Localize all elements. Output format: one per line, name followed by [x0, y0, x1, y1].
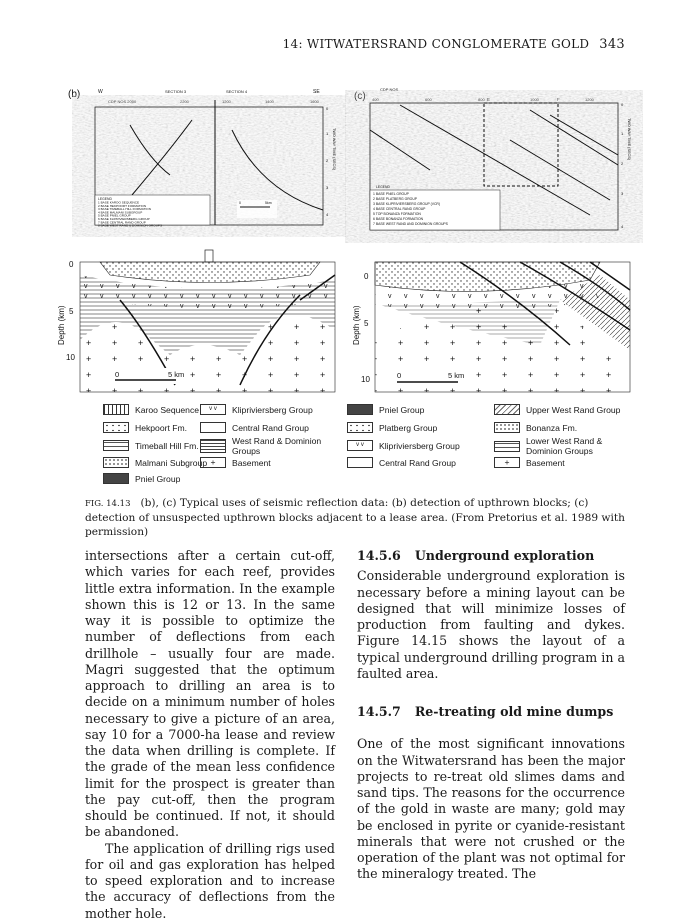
legend-item — [347, 440, 460, 451]
legend-item — [494, 436, 634, 456]
x-tick: 600 — [425, 97, 432, 102]
paragraph: Considerable underground exploration is necessary before a mining layout can be designed that will minimize losses of production from faulting and dykes. Figure 14.15 shows the layout of a typical underground drilling program in a faulted area. — [357, 568, 625, 681]
right-column — [357, 548, 625, 883]
legend-label: Hekpoort Fm. — [135, 422, 188, 433]
legend-label: Karoo Sequence — [135, 404, 200, 415]
y-tick: 0 — [621, 102, 624, 107]
legend-entry: 1 BASE KAROO SEQUENCE — [98, 200, 140, 205]
legend-label: Bonanza Fm. — [526, 422, 578, 433]
scale-label: 0 — [239, 201, 241, 205]
legend-item — [494, 404, 620, 415]
x-tick: 2200 — [180, 99, 189, 104]
legend-label: Malmani Subgroup — [135, 457, 208, 468]
swatch — [103, 473, 129, 484]
legend-entry: 8 BASE WEST RAND & DOMINION GROUPS — [98, 223, 163, 228]
swatch: v v — [347, 440, 373, 451]
legend-entry: 7 BASE CENTRAL RAND GROUP — [98, 220, 146, 225]
cdp-label: CDP NOS 2000 — [108, 99, 137, 104]
legend-label: Klipriviersberg Group — [379, 440, 460, 451]
swatch — [347, 404, 373, 415]
legend-entry: 2 BASE PLATBERG GROUP — [373, 197, 418, 201]
legend-item — [200, 436, 330, 456]
swatch: v v — [200, 404, 226, 415]
y-tick: 0 — [326, 106, 329, 111]
legend-label: Lower West Rand & Dominion Groups — [526, 436, 603, 456]
legend-label: Pniel Group — [135, 473, 181, 484]
time-axis-label: TWO WAY TIME (SECS) — [627, 118, 631, 161]
paragraph: The application of drilling rigs used for oil and gas exploration has helped to speed exploration and to increase the accuracy of deflections from the mother hole. — [85, 840, 335, 921]
legend-item — [103, 404, 199, 415]
scale-label: 5 km — [448, 371, 465, 380]
legend-entry: 1 BASE PNIEL GROUP — [373, 192, 409, 196]
caption-text: (b), (c) Typical uses of seismic reflection data: (b) detection of upthrown blocks; (c) detection of unsuspected upthrown blocks adjacent to a lease area. (From Pretorius et al. 1989 with permission) — [85, 497, 625, 538]
swatch — [494, 441, 520, 452]
swatch: + — [494, 457, 520, 468]
x-tick: 400 — [372, 97, 379, 102]
y-tick: 2 — [621, 161, 624, 166]
left-column — [85, 548, 335, 922]
legend-item — [103, 440, 199, 451]
legend-item — [347, 422, 437, 433]
section-title: Re-treating old mine dumps — [414, 704, 614, 719]
legend-item — [103, 457, 207, 468]
section-title: Underground exploration — [414, 548, 595, 563]
legend-entry: 5 BASE PNIEL GROUP — [98, 213, 131, 218]
swatch — [103, 440, 129, 451]
time-axis-label: TWO WAY TIME (SECS) — [332, 128, 336, 171]
y-tick: 3 — [326, 185, 329, 190]
x-tick: 1200 — [585, 97, 594, 102]
legend-label: Basement — [232, 457, 271, 468]
drill-rig-icon — [205, 250, 213, 262]
legend-label: Central Rand Group — [232, 422, 309, 433]
section-number: 14.5.6 — [357, 548, 401, 563]
legend-item — [494, 422, 577, 433]
legend-label: West Rand & Dominion Groups — [232, 436, 322, 456]
time-axis-c — [621, 102, 631, 229]
legend-entry: 6 BASE BONANZA FORMATION — [373, 217, 424, 221]
x-tick: 1000 — [530, 97, 539, 102]
legend-entry: 3 BASE KLIPRIVIERSBERG GROUP (VCR) — [373, 202, 441, 206]
y-tick: 4 — [326, 212, 329, 217]
depth-axis-label: Depth (km) — [57, 305, 66, 345]
scale-label: 5km — [265, 201, 272, 205]
x-tick: 1400 — [265, 99, 274, 104]
legend-label: Basement — [526, 457, 565, 468]
legend-entry: 7 BASE WEST RAND AND DOMINION GROUPS — [373, 222, 448, 226]
marker-f: F — [557, 97, 560, 102]
marker-e: E — [487, 97, 491, 102]
legend-label: Pniel Group — [379, 404, 425, 415]
legend-item — [103, 473, 180, 484]
legend-item — [347, 404, 424, 415]
legend-item — [494, 457, 565, 468]
x-tick: 1200 — [222, 99, 231, 104]
figure-caption — [85, 496, 630, 539]
legend-item — [200, 422, 309, 433]
legend-item — [347, 457, 456, 468]
swatch — [494, 422, 520, 433]
x-tick: 800 — [478, 97, 485, 102]
legend-entry: 6 BASE KLIPRIVIERSBERG GROUP — [98, 217, 150, 221]
legend-item — [200, 404, 313, 415]
swatch — [103, 457, 129, 468]
swatch — [200, 422, 226, 433]
paragraph: One of the most significant innovations on the Witwatersrand has been the major projects to re-treat old slimes dams and sand tips. The reasons for the occurrence of the gold in waste are many; gold may be enclosed in pyrite or cyanide-resistant minerals that were not crushed or the operation of the plant was not optimal for the mineralogy treated. The — [357, 736, 625, 882]
y-tick: 2 — [326, 158, 329, 163]
panel-label-b: (b) — [68, 89, 81, 100]
y-tick: 3 — [621, 191, 624, 196]
depth-tick: 10 — [66, 353, 75, 362]
scale-label: 0 — [397, 371, 402, 380]
paragraph: intersections after a certain cut-off, which varies for each reef, provides little extra information. In the example shown this is 12 or 13. In the same way it is possible to optimize the number of deflections from each drillhole – usually four are made. Magri suggested that the optimum approach to drilling an area is to decide on a minimum number of holes necessary to give a picture of an area, say 10 for a 7000-ha lease and review the data when drilling is complete. If the grade of the mean less confidence limit for the prospect is greater than the pay cut-off, then the program should be continued. If not, it should be abandoned. — [85, 548, 335, 840]
legend-entry: 4 BASE CENTRAL RAND GROUP — [373, 207, 426, 211]
legend-label: Central Rand Group — [379, 457, 456, 468]
legend-entry: 5 TOP BONANZA FORMATION — [373, 212, 421, 216]
y-tick: 1 — [621, 131, 624, 136]
depth-tick: 10 — [361, 375, 370, 384]
seismic-section-b — [68, 89, 336, 228]
swatch — [347, 457, 373, 468]
swatch — [347, 422, 373, 433]
time-axis-b — [326, 106, 336, 217]
legend-item — [103, 422, 187, 433]
figure-14-13 — [0, 0, 691, 400]
y-tick: 1 — [326, 131, 329, 136]
section-right: SECTION 4 — [226, 89, 248, 94]
swatch — [494, 404, 520, 415]
x-tick: 1600 — [310, 99, 319, 104]
cross-section-c — [352, 262, 630, 392]
swatch — [103, 404, 129, 415]
section-number: 14.5.7 — [357, 704, 401, 719]
section-heading-14-5-6 — [357, 548, 625, 564]
cdp-label: CDP NOS — [380, 87, 399, 92]
section-heading-14-5-7 — [357, 704, 625, 720]
seismic-legend-title: LEGEND — [98, 197, 112, 201]
swatch: + — [200, 457, 226, 468]
legend-label: Timeball Hill Fm. — [135, 440, 199, 451]
seismic-section-c — [354, 87, 631, 230]
scale-label: 0 — [115, 370, 120, 379]
legend-label: Upper West Rand Group — [526, 404, 621, 415]
depth-tick: 0 — [69, 260, 74, 269]
legend-label: Klipriviersberg Group — [232, 404, 313, 415]
swatch — [200, 439, 226, 453]
cross-section-b — [57, 250, 335, 392]
page-number: 343 — [599, 37, 625, 52]
header-title: 14: WITWATERSRAND CONGLOMERATE GOLD — [282, 37, 590, 51]
legend-item — [200, 457, 271, 468]
y-tick: 4 — [621, 224, 624, 229]
scale-label: 5 km — [168, 370, 185, 379]
depth-axis-label: Depth (km) — [352, 305, 361, 345]
caption-label: FIG. 14.13 — [85, 499, 131, 509]
depth-tick: 5 — [364, 319, 369, 328]
depth-tick: 0 — [364, 272, 369, 281]
legend-entry: 4 BASE MALMANI SUBGROUP — [98, 210, 143, 215]
section-left: SECTION 3 — [165, 89, 187, 94]
legend-entry: 2 BASE HEKPOORT FORMATION — [98, 203, 147, 208]
east-marker: SE — [313, 89, 320, 95]
panel-label-c: (c) — [354, 91, 366, 102]
legend-label: Platberg Group — [379, 422, 438, 433]
seismic-legend-title: LEGEND — [376, 185, 390, 189]
swatch — [103, 422, 129, 433]
west-marker: W — [98, 89, 103, 95]
depth-tick: 5 — [69, 307, 74, 316]
legend-entry: 3 BASE TIMEBALL HILL FORMATION — [98, 207, 151, 212]
